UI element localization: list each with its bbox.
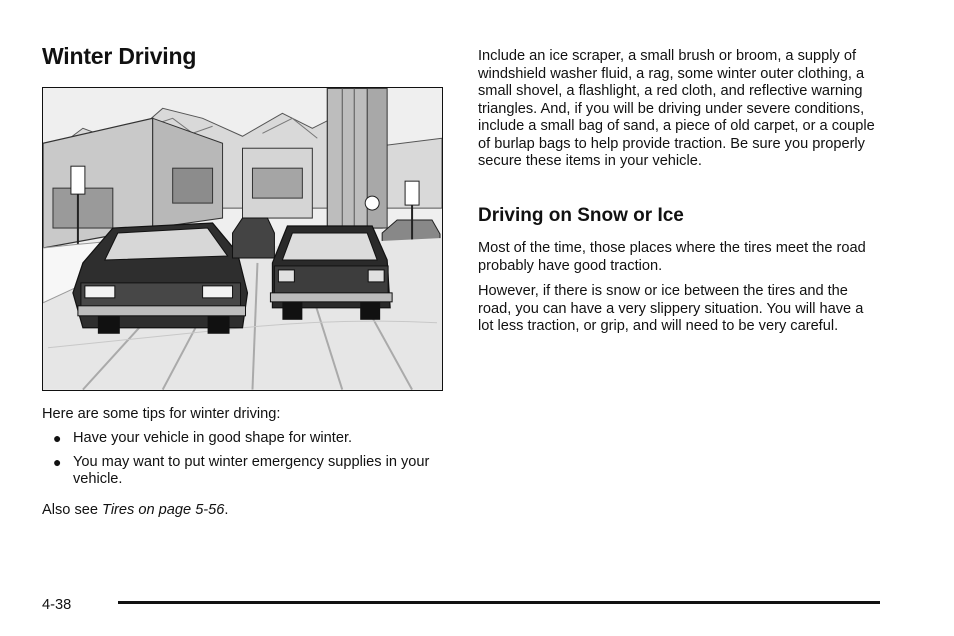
also-see-prefix: Also see: [42, 502, 103, 518]
bullet-icon: ●: [53, 453, 62, 470]
section-title: Winter Driving: [42, 43, 197, 69]
page-number: 4-38: [42, 597, 72, 613]
intro-text: Here are some tips for winter driving:: [42, 406, 281, 422]
subsection-title: Driving on Snow or Ice: [478, 205, 684, 226]
traction-paragraph: Most of the time, those places where the tires meet the road probably have good traction.: [478, 240, 866, 274]
winter-driving-illustration: [42, 87, 443, 391]
tips-list: [42, 430, 432, 495]
also-see-suffix: .: [224, 502, 229, 518]
tip-text: You may want to put winter emergency supplies in your vehicle.: [73, 453, 430, 487]
footer-rule: [118, 601, 880, 604]
slippery-paragraph: However, if there is snow or ice between the tires and the road, you can have a very slippery situation. You will have a lot less traction, or grip, and will need to be very careful.: [478, 283, 864, 334]
tip-text: Have your vehicle in good shape for winter.: [73, 430, 353, 446]
tires-link[interactable]: Tires on page 5-56: [102, 502, 225, 518]
also-see-line: [42, 502, 228, 520]
supplies-paragraph: Include an ice scraper, a small brush or broom, a supply of windshield washer fluid, a rag, some winter outer clothing, a small shovel, a flashlight, a red cloth, and reflective warning triangles. And, if you will be driving under severe conditions, include a small bag of sand, a piece of old carpet, or a couple of burlap bags to help provide traction. Be sure you properly secure these items in your vehicle.: [478, 48, 875, 169]
list-item: [42, 430, 432, 448]
list-item: [42, 454, 432, 489]
bullet-icon: ●: [53, 430, 62, 446]
